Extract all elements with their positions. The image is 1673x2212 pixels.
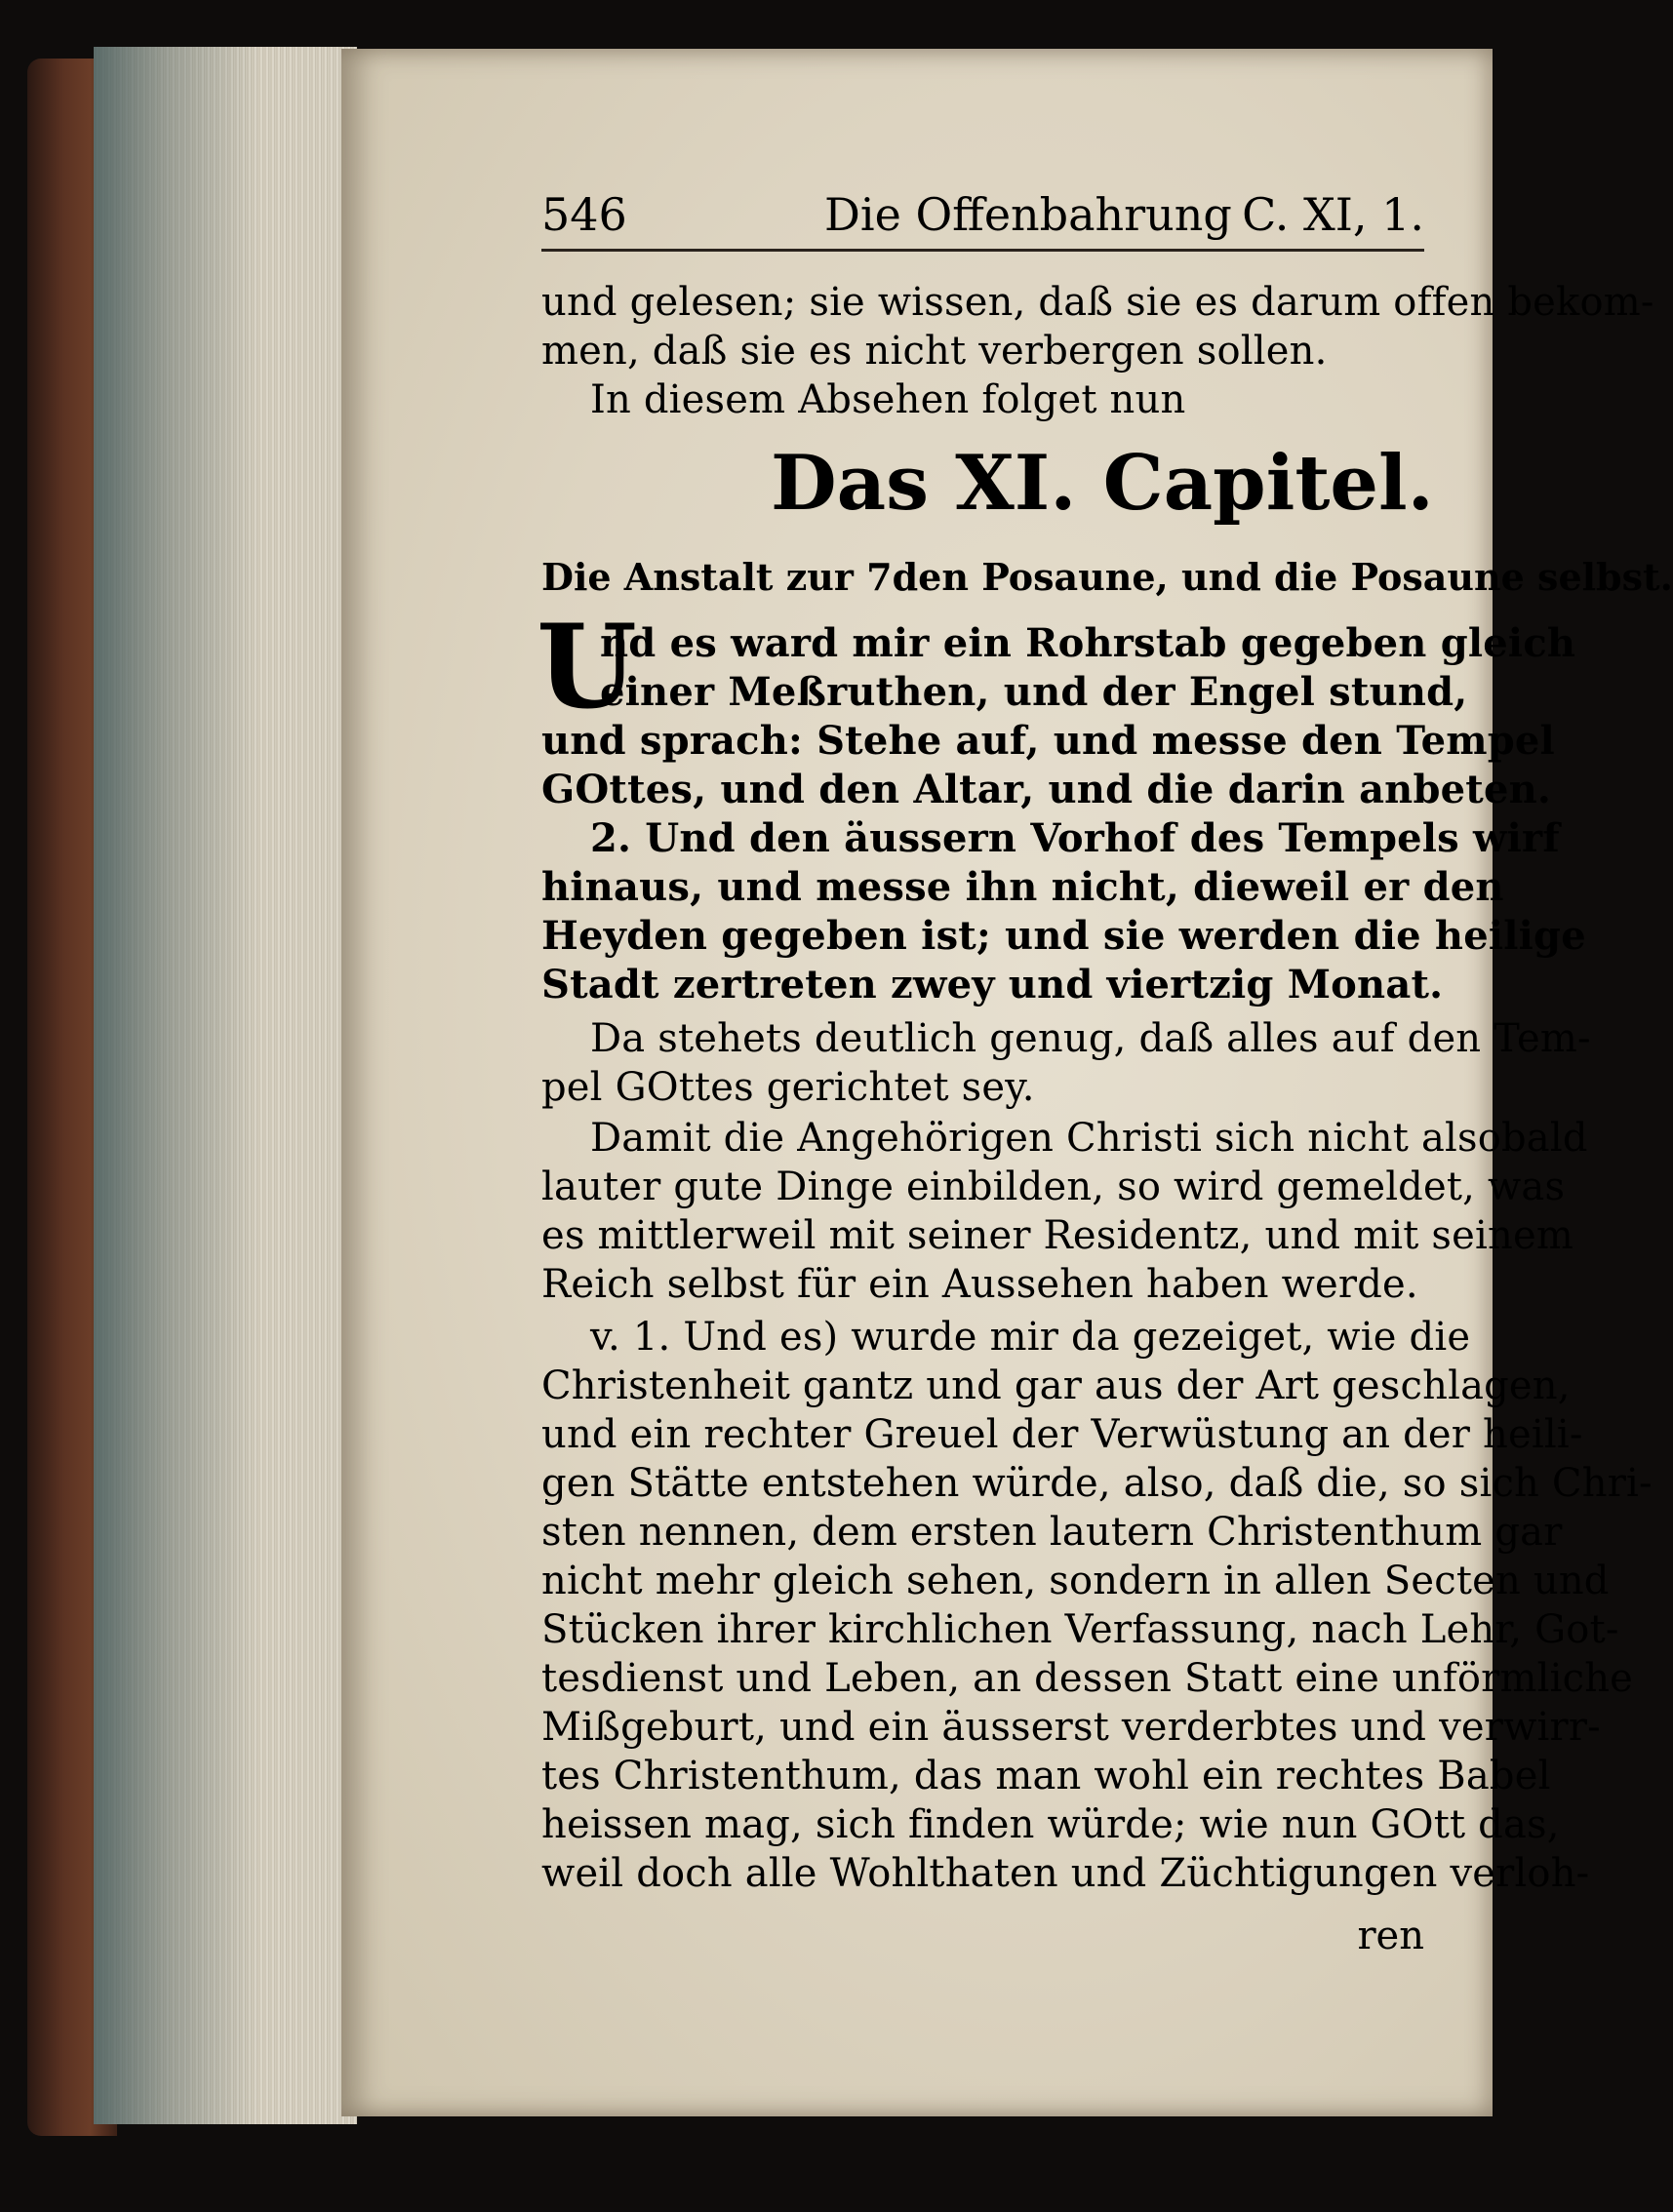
verse-line: einer Meßruthen, und der Engel stund, [600,669,1468,715]
commentary-line: lauter gute Dinge einbilden, so wird gemeldet, was [541,1165,1566,1209]
intro-line: men, daß sie es nicht verbergen sollen. [541,329,1328,374]
verse-line: hinaus, und messe ihn nicht, dieweil er den [541,864,1504,910]
intro-line: In diesem Absehen folget nun [590,377,1186,422]
commentary-line: pel GOttes gerichtet sey. [541,1065,1035,1110]
commentary-line: tes Christenthum, das man wohl ein rechtes Babel [541,1754,1551,1798]
commentary-line: weil doch alle Wohlthaten und Züchtigungen verloh- [541,1851,1590,1896]
commentary-line: tesdienst und Leben, an dessen Statt eine unförmliche [541,1656,1634,1701]
intro-line: und gelesen; sie wissen, daß sie es darum offen bekom- [541,280,1654,325]
verse-line: nd es ward mir ein Rohrstab gegeben gleich [600,620,1576,666]
running-header [541,185,1424,244]
commentary-line: Stücken ihrer kirchlichen Verfassung, nach Lehr, Got- [541,1607,1619,1652]
header-rule [541,249,1424,252]
drop-cap-initial: U [537,599,637,734]
running-title: Die Offenbahrung [824,188,1232,241]
verse-line: Stadt zertreten zwey und viertzig Monat. [541,962,1444,1007]
commentary-line: Damit die Angehörigen Christi sich nicht alsobald [590,1116,1588,1161]
page-stack-shadow [94,47,259,2124]
commentary-line: heissen mag, sich finden würde; wie nun GOtt das, [541,1802,1560,1847]
commentary-line: gen Stätte entstehen würde, also, daß die, so sich Chri- [541,1461,1653,1506]
commentary-line: Da stehets deutlich genug, daß alles auf den Tem- [590,1016,1591,1061]
commentary-line: Reich selbst für ein Aussehen haben werde. [541,1262,1418,1307]
chapter-summary: Die Anstalt zur 7den Posaune, und die Posaune selbst. [541,555,1673,599]
catchword: ren [1357,1914,1424,1958]
commentary-line: und ein rechter Greuel der Verwüstung an der heili- [541,1412,1583,1457]
verse-line: und sprach: Stehe auf, und messe den Tempel [541,718,1555,764]
verse-line: Heyden gegeben ist; und sie werden die heilige [541,913,1586,959]
commentary-line: Mißgeburt, und ein äusserst verderbtes und verwirr- [541,1705,1601,1750]
commentary-line: sten nennen, dem ersten lautern Christenthum gar [541,1510,1563,1555]
verse-line: GOttes, und den Altar, und die darin anbeten. [541,767,1552,812]
commentary-line: Christenheit gantz und gar aus der Art geschlagen, [541,1363,1571,1408]
book-page [341,49,1673,2116]
commentary-line: v. 1. Und es) wurde mir da gezeiget, wie die [590,1315,1471,1360]
chapter-title: Das XI. Capitel. [771,439,1434,528]
page-number: 546 [541,188,627,241]
commentary-line: es mittlerweil mit seiner Residentz, und mit seinem [541,1213,1573,1258]
chapter-reference: C. XI, 1. [1242,188,1424,241]
commentary-line: nicht mehr gleich sehen, sondern in allen Secten und [541,1559,1610,1603]
verse-line: 2. Und den äussern Vorhof des Tempels wirf [590,815,1560,861]
